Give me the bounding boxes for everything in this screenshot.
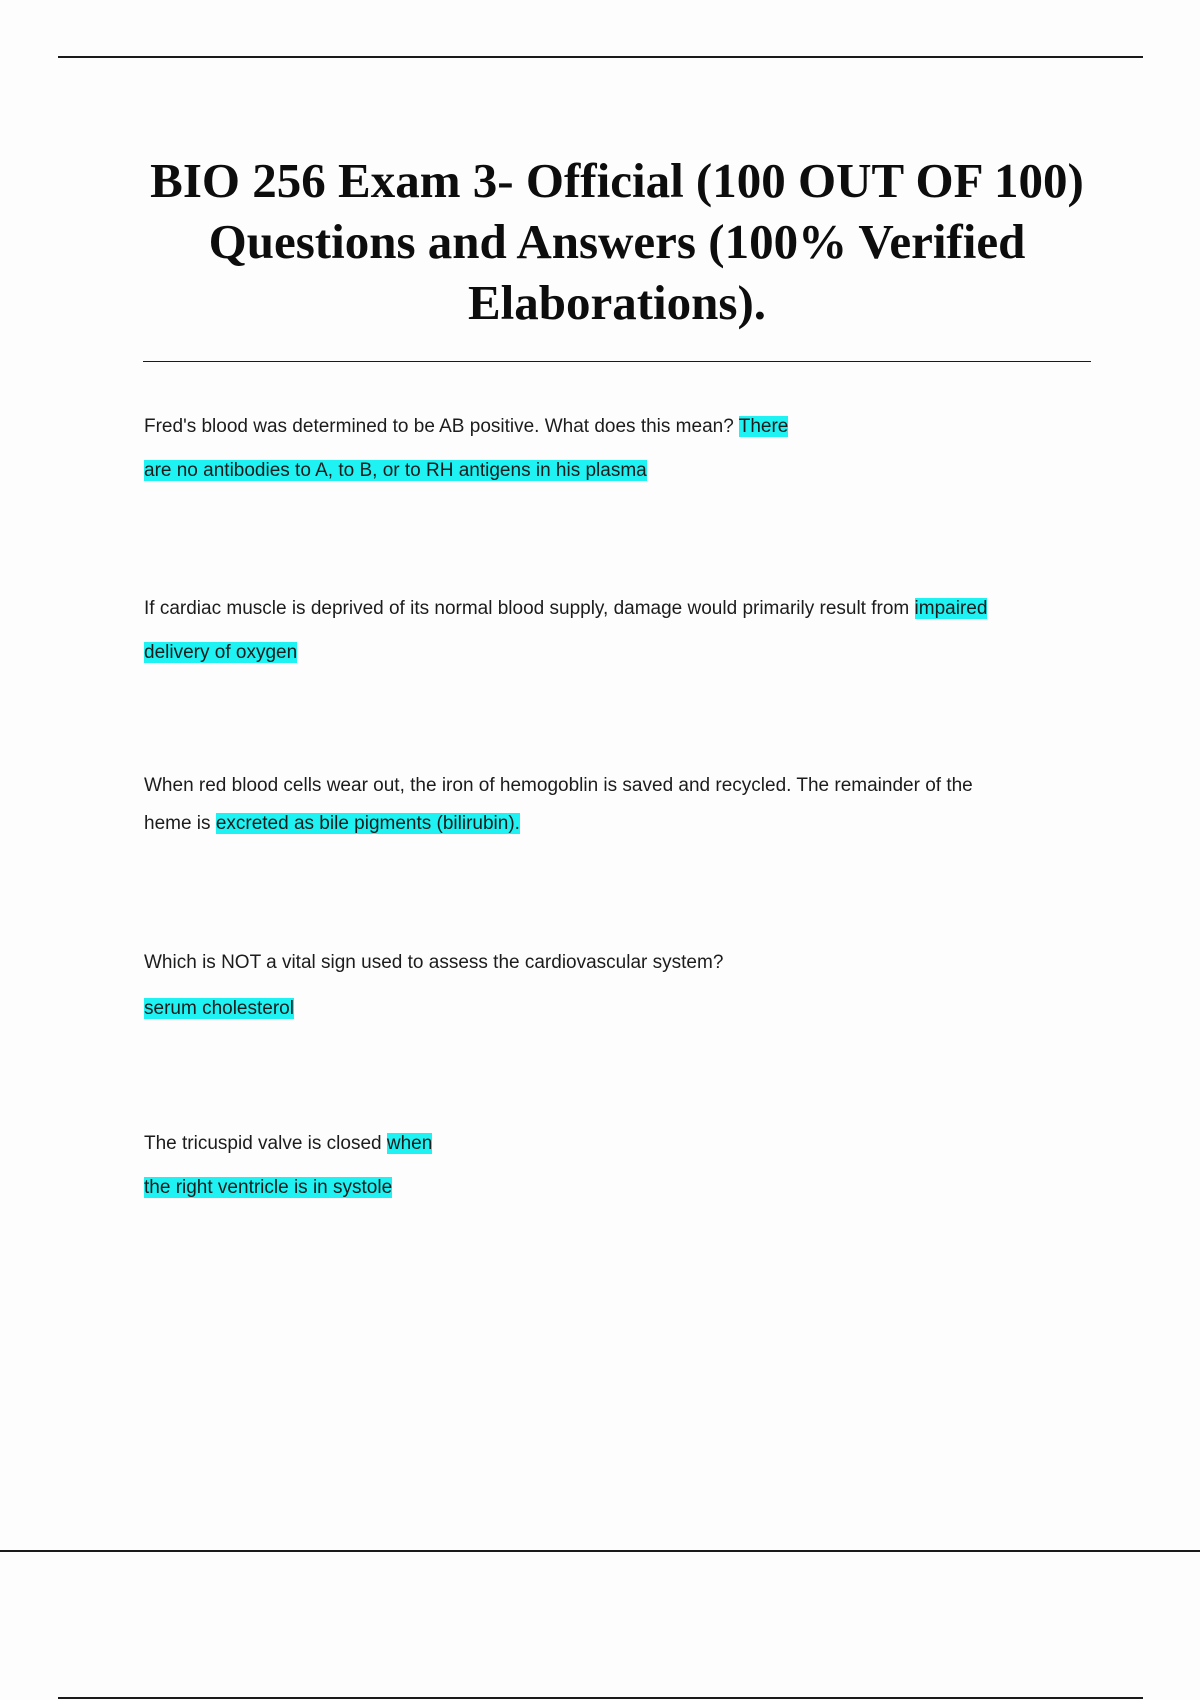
qa-item-1 xyxy=(144,405,1094,493)
qa-line xyxy=(144,631,1094,675)
document-title: BIO 256 Exam 3- Official (100 OUT OF 100) Questions and Answers (100% Verified Elaborations). xyxy=(150,153,1084,330)
qa-line xyxy=(144,1122,1094,1166)
qa-item-2 xyxy=(144,587,1094,675)
question-text: When red blood cells wear out, the iron of hemogoblin is saved and recycled. The remainder of the xyxy=(144,775,973,796)
answer-highlight: serum cholesterol xyxy=(144,998,294,1019)
question-text: The tricuspid valve is closed xyxy=(144,1133,387,1154)
qa-line xyxy=(144,805,1094,843)
footer-rule xyxy=(0,1550,1200,1552)
question-text: heme is xyxy=(144,813,216,834)
qa-item-5 xyxy=(144,1122,1094,1210)
answer-highlight: delivery of oxygen xyxy=(144,642,298,663)
qa-line xyxy=(144,986,1094,1032)
bottom-rule xyxy=(58,1697,1143,1699)
answer-highlight: are no antibodies to A, to B, or to RH antigens in his plasma xyxy=(144,460,647,481)
answer-highlight: impaired xyxy=(914,598,988,619)
qa-line xyxy=(144,1166,1094,1210)
qa-line xyxy=(144,405,1094,449)
answer-highlight: There xyxy=(738,416,789,437)
qa-line xyxy=(144,587,1094,631)
qa-item-4 xyxy=(144,940,1094,1032)
qa-item-3 xyxy=(144,767,1094,843)
question-text: Which is NOT a vital sign used to assess the cardiovascular system? xyxy=(144,952,724,973)
answer-highlight: excreted as bile pigments (bilirubin). xyxy=(215,813,520,834)
question-text: Fred's blood was determined to be AB positive. What does this mean? xyxy=(144,416,739,437)
answer-highlight: when xyxy=(386,1133,433,1154)
answer-highlight: the right ventricle is in systole xyxy=(144,1177,393,1198)
question-text: If cardiac muscle is deprived of its normal blood supply, damage would primarily result from xyxy=(144,598,915,619)
title-underline xyxy=(143,361,1091,362)
qa-line xyxy=(144,449,1094,493)
header-rule xyxy=(58,56,1143,58)
